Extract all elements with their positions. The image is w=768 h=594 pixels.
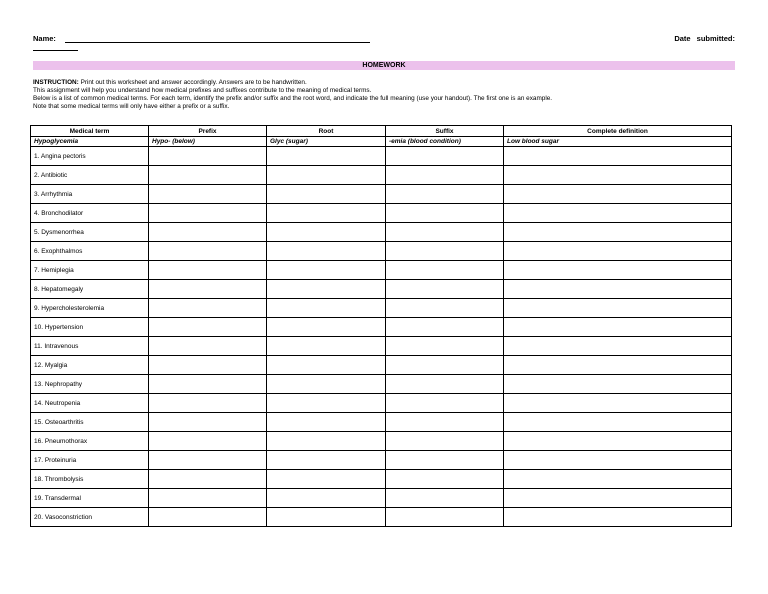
term-cell: 9. Hypercholesterolemia [31, 299, 149, 318]
root-answer-cell[interactable] [267, 508, 386, 527]
definition-answer-cell[interactable] [504, 318, 732, 337]
prefix-answer-cell[interactable] [149, 147, 267, 166]
term-cell: 17. Proteinuria [31, 451, 149, 470]
term-cell: 1. Angina pectoris [31, 147, 149, 166]
root-answer-cell[interactable] [267, 147, 386, 166]
root-answer-cell[interactable] [267, 451, 386, 470]
suffix-answer-cell[interactable] [386, 356, 504, 375]
prefix-answer-cell[interactable] [149, 261, 267, 280]
suffix-answer-cell[interactable] [386, 147, 504, 166]
table-row [31, 147, 732, 166]
table-row [31, 375, 732, 394]
table-row [31, 489, 732, 508]
suffix-answer-cell[interactable] [386, 413, 504, 432]
root-answer-cell[interactable] [267, 223, 386, 242]
table-row [31, 318, 732, 337]
definition-answer-cell[interactable] [504, 470, 732, 489]
prefix-answer-cell[interactable] [149, 299, 267, 318]
term-cell: 4. Bronchodilator [31, 204, 149, 223]
term-cell: 19. Transdermal [31, 489, 149, 508]
definition-answer-cell[interactable] [504, 337, 732, 356]
suffix-answer-cell[interactable] [386, 489, 504, 508]
suffix-answer-cell[interactable] [386, 166, 504, 185]
instruction-line-4: Note that some medical terms will only have either a prefix or a suffix. [33, 103, 230, 110]
root-answer-cell[interactable] [267, 318, 386, 337]
root-answer-cell[interactable] [267, 432, 386, 451]
term-cell: 18. Thrombolysis [31, 470, 149, 489]
homework-banner: HOMEWORK [33, 61, 735, 70]
example-suffix: -emia (blood condition) [386, 137, 504, 147]
suffix-answer-cell[interactable] [386, 223, 504, 242]
table-row [31, 223, 732, 242]
term-cell: 13. Nephropathy [31, 375, 149, 394]
prefix-answer-cell[interactable] [149, 394, 267, 413]
term-cell: 11. Intravenous [31, 337, 149, 356]
definition-answer-cell[interactable] [504, 166, 732, 185]
root-answer-cell[interactable] [267, 337, 386, 356]
prefix-answer-cell[interactable] [149, 337, 267, 356]
instruction-line-2: This assignment will help you understand how medical prefixes and suffixes contribute to the meaning of medical terms. [33, 87, 372, 94]
table-row [31, 280, 732, 299]
suffix-answer-cell[interactable] [386, 451, 504, 470]
suffix-answer-cell[interactable] [386, 185, 504, 204]
root-answer-cell[interactable] [267, 413, 386, 432]
suffix-answer-cell[interactable] [386, 394, 504, 413]
table-row [31, 356, 732, 375]
example-row [31, 137, 732, 147]
root-answer-cell[interactable] [267, 356, 386, 375]
instructions [33, 79, 735, 111]
term-cell: 7. Hemiplegia [31, 261, 149, 280]
root-answer-cell[interactable] [267, 204, 386, 223]
instruction-line-3: Below is a list of common medical terms. For each term, identify the prefix and/or suffix and the root word, and indicate the full meaning (use your handout). The first one is an example. [33, 95, 553, 102]
root-answer-cell[interactable] [267, 280, 386, 299]
prefix-answer-cell[interactable] [149, 185, 267, 204]
root-answer-cell[interactable] [267, 299, 386, 318]
definition-answer-cell[interactable] [504, 147, 732, 166]
table-row [31, 413, 732, 432]
table-header-row [31, 126, 732, 137]
name-row [33, 34, 735, 46]
definition-answer-cell[interactable] [504, 242, 732, 261]
term-cell: 10. Hypertension [31, 318, 149, 337]
definition-answer-cell[interactable] [504, 261, 732, 280]
instruction-line-1 [33, 79, 735, 87]
prefix-answer-cell[interactable] [149, 242, 267, 261]
example-root: Glyc (sugar) [267, 137, 386, 147]
suffix-answer-cell[interactable] [386, 280, 504, 299]
prefix-answer-cell[interactable] [149, 356, 267, 375]
prefix-answer-cell[interactable] [149, 470, 267, 489]
prefix-answer-cell[interactable] [149, 489, 267, 508]
suffix-answer-cell[interactable] [386, 470, 504, 489]
prefix-answer-cell[interactable] [149, 413, 267, 432]
header-suffix: Suffix [386, 126, 504, 137]
suffix-answer-cell[interactable] [386, 508, 504, 527]
prefix-answer-cell[interactable] [149, 508, 267, 527]
term-cell: 20. Vasoconstriction [31, 508, 149, 527]
root-answer-cell[interactable] [267, 489, 386, 508]
definition-answer-cell[interactable] [504, 394, 732, 413]
instruction-text-1: Print out this worksheet and answer accordingly. Answers are to be handwritten. [78, 79, 307, 86]
root-answer-cell[interactable] [267, 185, 386, 204]
name-underline-continued [33, 50, 78, 51]
table-row [31, 337, 732, 356]
prefix-answer-cell[interactable] [149, 280, 267, 299]
prefix-answer-cell[interactable] [149, 318, 267, 337]
definition-answer-cell[interactable] [504, 489, 732, 508]
table-row [31, 299, 732, 318]
term-cell: 12. Myalgia [31, 356, 149, 375]
table-row [31, 432, 732, 451]
definition-answer-cell[interactable] [504, 508, 732, 527]
example-definition: Low blood sugar [504, 137, 732, 147]
term-cell: 15. Osteoarthritis [31, 413, 149, 432]
term-cell: 14. Neutropenia [31, 394, 149, 413]
root-answer-cell[interactable] [267, 242, 386, 261]
table-row [31, 470, 732, 489]
prefix-answer-cell[interactable] [149, 223, 267, 242]
definition-answer-cell[interactable] [504, 299, 732, 318]
name-underline [65, 42, 370, 43]
definition-answer-cell[interactable] [504, 280, 732, 299]
table-row [31, 261, 732, 280]
term-cell: 3. Arrhythmia [31, 185, 149, 204]
prefix-answer-cell[interactable] [149, 166, 267, 185]
definition-answer-cell[interactable] [504, 185, 732, 204]
root-answer-cell[interactable] [267, 394, 386, 413]
terms-table [30, 125, 732, 527]
term-cell: 16. Pneumothorax [31, 432, 149, 451]
term-cell: 6. Exophthalmos [31, 242, 149, 261]
term-cell: 8. Hepatomegaly [31, 280, 149, 299]
suffix-answer-cell[interactable] [386, 299, 504, 318]
prefix-answer-cell[interactable] [149, 432, 267, 451]
header-complete-definition: Complete definition [504, 126, 732, 137]
root-answer-cell[interactable] [267, 375, 386, 394]
prefix-answer-cell[interactable] [149, 375, 267, 394]
suffix-answer-cell[interactable] [386, 318, 504, 337]
definition-answer-cell[interactable] [504, 356, 732, 375]
definition-answer-cell[interactable] [504, 375, 732, 394]
suffix-answer-cell[interactable] [386, 375, 504, 394]
table-row [31, 508, 732, 527]
table-row [31, 166, 732, 185]
header-medical-term: Medical term [31, 126, 149, 137]
table-row [31, 242, 732, 261]
root-answer-cell[interactable] [267, 470, 386, 489]
suffix-answer-cell[interactable] [386, 261, 504, 280]
suffix-answer-cell[interactable] [386, 204, 504, 223]
table-row [31, 185, 732, 204]
table-row [31, 394, 732, 413]
header-prefix: Prefix [149, 126, 267, 137]
date-submitted-label: Date submitted: [674, 34, 735, 43]
table-row [31, 451, 732, 470]
suffix-answer-cell[interactable] [386, 242, 504, 261]
suffix-answer-cell[interactable] [386, 337, 504, 356]
definition-answer-cell[interactable] [504, 451, 732, 470]
table-row [31, 204, 732, 223]
definition-answer-cell[interactable] [504, 223, 732, 242]
example-term: Hypoglycemia [31, 137, 149, 147]
term-cell: 2. Antibiotic [31, 166, 149, 185]
header-root: Root [267, 126, 386, 137]
root-answer-cell[interactable] [267, 261, 386, 280]
definition-answer-cell[interactable] [504, 413, 732, 432]
suffix-answer-cell[interactable] [386, 432, 504, 451]
prefix-answer-cell[interactable] [149, 451, 267, 470]
definition-answer-cell[interactable] [504, 204, 732, 223]
definition-answer-cell[interactable] [504, 432, 732, 451]
root-answer-cell[interactable] [267, 166, 386, 185]
instruction-lead: INSTRUCTION: [33, 79, 79, 86]
prefix-answer-cell[interactable] [149, 204, 267, 223]
example-prefix: Hypo- (below) [149, 137, 267, 147]
term-cell: 5. Dysmenorrhea [31, 223, 149, 242]
name-label: Name: [33, 34, 56, 43]
